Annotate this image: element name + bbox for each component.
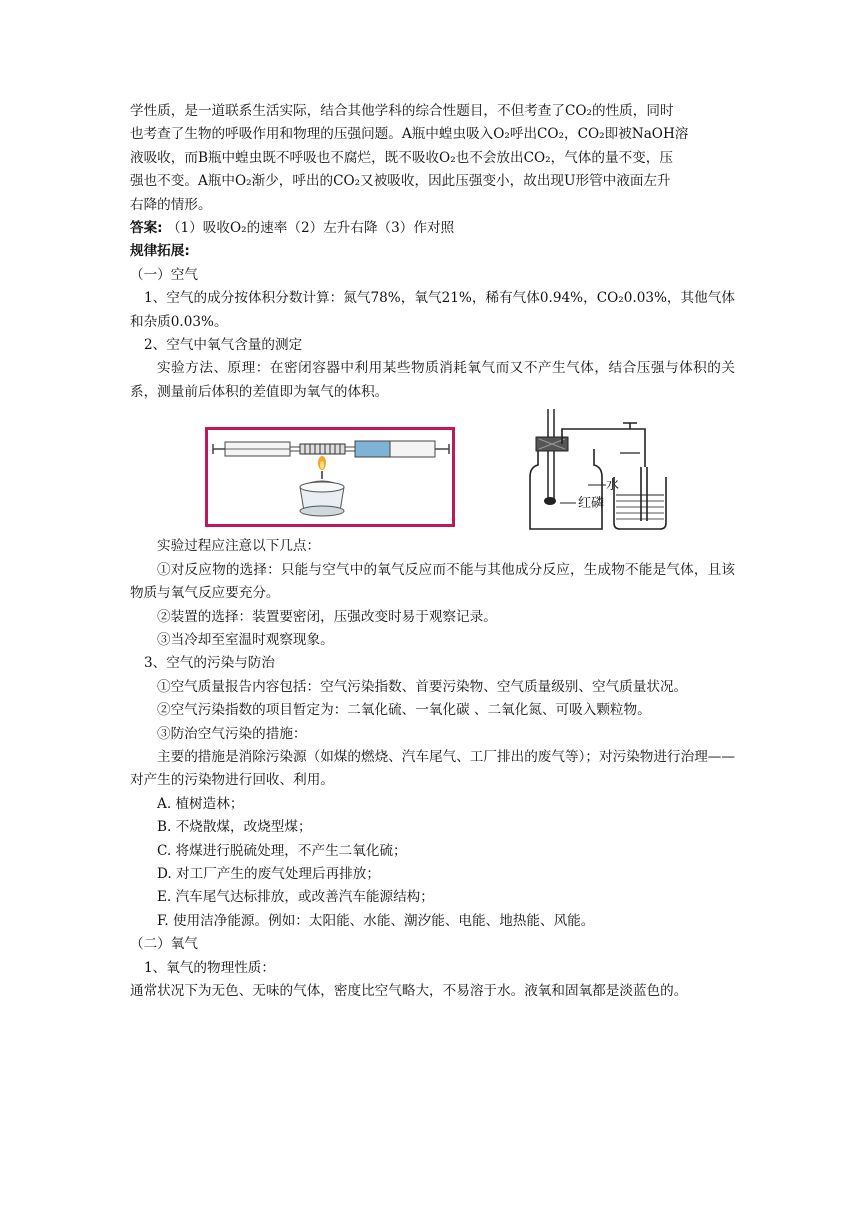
- note-reactant: ①对反应物的选择：只能与空气中的氧气反应而不能与其他成分反应，生成物不能是气体，且该物质与氧气反应要充分。: [130, 561, 735, 602]
- option-a: A. 植树造林；: [157, 795, 244, 812]
- option-e: E. 汽车尾气达标排放，或改善汽车能源结构；: [157, 889, 434, 906]
- answer-line: [130, 217, 735, 240]
- option-c: C. 将煤进行脱硫处理，不产生二氧化硫；: [157, 842, 407, 859]
- bottle-beaker-figure: [510, 407, 730, 532]
- para-line: 右降的情形。: [130, 196, 212, 213]
- syringe-apparatus-figure: [205, 427, 455, 527]
- note-observe: ③当冷却至室温时观察现象。: [157, 631, 334, 648]
- pollution-index: ②空气污染指数的项目暂定为：二氧化硫、一氧化碳 、二氧化氮、可吸入颗粒物。: [157, 702, 651, 719]
- para-line: 强也不变。A瓶中O₂渐少，呼出的CO₂又被吸收，因此压强变小，故出现U形管中液面左升: [130, 173, 671, 190]
- measures-text: 主要的措施是消除污染源（如煤的燃烧、汽车尾气、工厂排出的废气等）；对污染物进行治理——对产生的污染物进行回收、利用。: [130, 748, 735, 789]
- option-b: B. 不烧散煤，改烧型煤；: [157, 819, 312, 836]
- pollution-measures-title: ③防治空气污染的措施：: [157, 725, 307, 742]
- document-page: [130, 100, 735, 1003]
- pollution-title: 3、空气的污染与防治: [144, 655, 275, 672]
- option-d: D. 对工厂产生的废气处理后再排放；: [157, 865, 380, 882]
- extension-title: 规律拓展:: [130, 243, 190, 260]
- para-line: 也考查了生物的呼吸作用和物理的压强问题。A瓶中蝗虫吸入O₂呼出CO₂，CO₂即被NaOH溶: [130, 126, 689, 143]
- pollution-report: ①空气质量报告内容包括：空气污染指数、首要污染物、空气质量级别、空气质量状况。: [157, 678, 688, 695]
- air-composition: 1、空气的成分按体积分数计算：氮气78%，氧气21%，稀有气体0.94%，CO₂0.03%，其他气体和杂质0.03%。: [130, 290, 735, 330]
- option-f: F. 使用洁净能源。例如：太阳能、水能、潮汐能、电能、地热能、风能。: [157, 912, 595, 929]
- oxygen-physical-text: 通常状况下为无色、无味的气体，密度比空气略大，不易溶于水。液氧和固氧都是淡蓝色的。: [130, 983, 688, 999]
- oxygen-measure-title: 2、空气中氧气含量的测定: [144, 337, 303, 354]
- oxygen-physical-title: 1、氧气的物理性质：: [144, 959, 275, 976]
- label-red-phosphorus: 红磷: [578, 496, 605, 512]
- label-water: 水: [606, 478, 620, 494]
- para-line: 学性质，是一道联系生活实际，结合其他学科的综合性题目，不但考查了CO₂的性质，同时: [130, 103, 674, 119]
- note-apparatus: ②装置的选择：装置要密闭，压强改变时易于观察记录。: [157, 608, 497, 625]
- method-text: 实验方法、原理：在密闭容器中利用某些物质消耗氧气而又不产生气体，结合压强与体积的关系，测量前后体积的差值即为氧气的体积。: [130, 360, 735, 400]
- figure-area: [130, 407, 735, 535]
- answer-label: 答案:: [130, 220, 163, 237]
- section-title-oxygen: （二）氧气: [130, 936, 198, 953]
- notes-title: 实验过程应注意以下几点：: [157, 538, 321, 555]
- answer-text: （1）吸收O₂的速率（2）左升右降（3）作对照: [166, 220, 455, 237]
- section-title-air: （一）空气: [130, 266, 198, 283]
- para-line: 液吸收，而B瓶中蝗虫既不呼吸也不腐烂，既不吸收O₂也不会放出CO₂，气体的量不变，压: [130, 149, 673, 166]
